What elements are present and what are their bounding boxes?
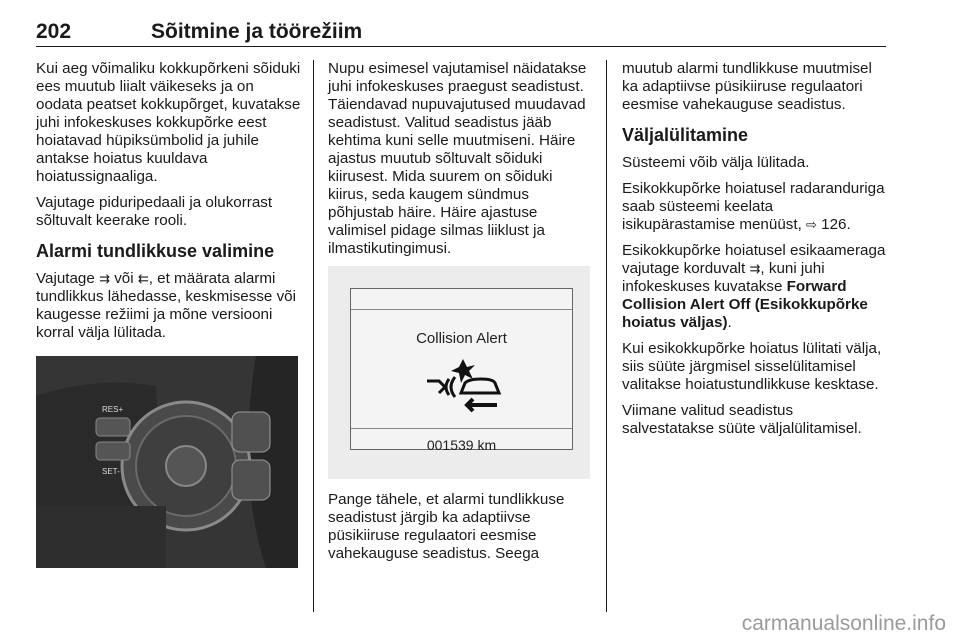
paragraph: Viimane valitud seadistus salvestatakse süüte väljalülitamisel. [622,402,862,437]
paragraph: Nupu esimesel vajutamisel näidatakse juhi infokeskuses praegust seadistust. Täiendavad nupuvajutused muudavad seadistust. Valitud seadistus jääb kehtima kuni selle muutmiseni. Häire ajastus muutub sõltuvalt sõiduki kiirusest. Mida suurem on sõiduki kiirus, seda kaugem sündmus põhjustab häire. Häire ajastuse valimisel pidage silmas liiklust ja ilmastikutingimusi. [328,60,587,257]
column-divider [606,60,607,612]
section-heading: Väljalülitamine [622,125,749,145]
paragraph: Kui aeg võimaliku kokkupõrkeni sõiduki ees muutub liialt väikeseks ja on oodata peatset kokkupõrget, kuvatakse juhi infokeskuses kokkupõrke eest hoiatavad hüpiksümbolid ja juhile antakse hoiatus kuuldava hoiatussignaaliga. [36,60,301,185]
page-number: 202 [36,20,72,43]
display-screen [350,288,573,453]
paragraph: muutub alarmi tundlikkuse muutmisel ka adaptiivse püsikiiruse regulaatori eesmise vahekauguse seadistus. [622,60,872,113]
page-title: Sõitmine ja töörežiim [151,20,363,43]
paragraph: Pange tähele, et alarmi tundlikkuse seadistust järgib ka adaptiivse püsikiiruse regulaatori eesmise vahekauguse seadistus. Seega [328,491,565,562]
paragraph: Esikokkupõrke hoiatusel radaranduriga saab süsteemi keelata isikupärastamise menüüst, ⇨ 126. [622,180,885,233]
collision-alert-icon [421,355,511,415]
set-label: SET- [102,467,120,476]
page-reference[interactable]: 126. [821,216,851,233]
paragraph: Vajutage ⇉ või ⇇, et määrata alarmi tundlikkus lähedasse, keskmisesse või kaugesse režiimi ja mõne versiooni korral välja lülitada. [36,270,296,341]
display-title: Collision Alert [416,330,507,347]
section-heading: Alarmi tundlikkuse valimine [36,241,275,261]
paragraph: Esikokkupõrke hoiatusel esikaameraga vajutage korduvalt ⇉, kuni juhi infokeskuses kuvatakse Forward Collision Alert Off (Esikokkupõrke hoiatus väljas). [622,242,886,331]
decrease-gap-icon: ⇇ [137,271,149,286]
paragraph: Vajutage piduripedaali ja olukorrast sõltuvalt keerake rooli. [36,194,273,229]
page-header [36,20,886,47]
watermark: carmanualsonline.info [741,612,946,635]
increase-gap-icon: ⇉ [749,261,761,276]
collision-alert-display [328,266,590,479]
paragraph: Kui esikokkupõrke hoiatus lülitati välja, siis süüte järgmisel sisselülitamisel valitakse hoiatustundlikkuse kesktase. [622,340,882,393]
steering-wheel-image [36,356,298,568]
odometer-reading: 001539 km [426,437,497,453]
column-2 [328,60,592,571]
column-3 [622,60,888,446]
page-ref-arrow-icon: ⇨ [806,217,817,232]
column-divider [313,60,314,612]
increase-gap-icon: ⇉ [99,271,110,286]
column-1 [36,60,302,568]
paragraph: Süsteemi võib välja lülitada. [622,154,810,171]
res-label: RES+ [102,405,124,414]
bold-message: Forward Collision Alert Off (Esikokkupõrke hoiatus väljas) [622,278,868,331]
